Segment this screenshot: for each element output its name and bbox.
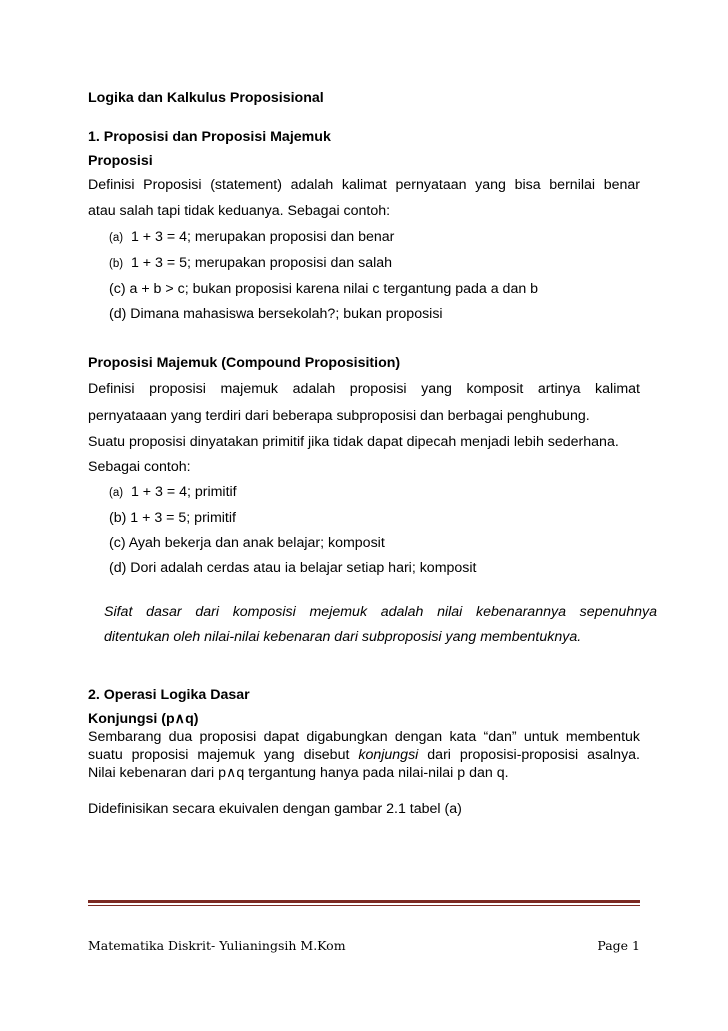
konjungsi-paragraph-line-4: Didefinisikan secara ekuivalen dengan gambar 2.1 tabel (a) [88, 801, 462, 817]
footer-rule-thick [88, 900, 640, 903]
example-item: (d) Dori adalah cerdas atau ia belajar setiap hari; komposit [109, 560, 477, 576]
subheading-konjungsi: Konjungsi (p∧q) [88, 711, 199, 727]
konjungsi-paragraph-line-1: Sembarang dua proposisi dapat digabungkan dengan kata “dan” untuk membentuk [88, 729, 640, 745]
text-run: suatu proposisi majemuk yang disebut [88, 747, 359, 763]
definition-majemuk-line-3: Suatu proposisi dinyatakan primitif jika tidak dapat dipecah menjadi lebih sederhana. [88, 434, 619, 450]
example-item: (c) a + b > c; bukan proposisi karena nilai c tergantung pada a dan b [109, 281, 539, 297]
example-text: 1 + 3 = 5; merupakan proposisi dan salah [130, 255, 393, 271]
definition-majemuk-line-4: Sebagai contoh: [88, 459, 191, 475]
example-item: (c) Ayah bekerja dan anak belajar; komposit [109, 535, 385, 551]
page-number: Page 1 [597, 938, 640, 953]
footer-author: Matematika Diskrit- Yulianingsih M.Kom [88, 938, 346, 953]
definition-majemuk-line-1: Definisi proposisi majemuk adalah proposisi yang komposit artinya kalimat [88, 381, 640, 397]
section-2-heading: 2. Operasi Logika Dasar [88, 687, 250, 703]
example-text: 1 + 3 = 4; primitif [130, 484, 237, 500]
definition-proposisi-line-2: atau salah tapi tidak keduanya. Sebagai contoh: [88, 203, 391, 219]
definition-proposisi-line-1: Definisi Proposisi (statement) adalah kalimat pernyataan yang bisa bernilai benar [88, 177, 640, 193]
footer-rule-thin [88, 905, 640, 906]
example-item [109, 229, 394, 245]
subheading-proposisi-majemuk: Proposisi Majemuk (Compound Proposisition) [88, 355, 401, 371]
example-label: (a) [109, 232, 124, 244]
term-konjungsi: konjungsi [358, 747, 419, 763]
konjungsi-paragraph-line-2 [88, 747, 640, 763]
definition-majemuk-line-2: pernyataaan yang terdiri dari beberapa subproposisi dan berbagai penghubung. [88, 408, 590, 424]
section-1-heading: 1. Proposisi dan Proposisi Majemuk [88, 129, 331, 145]
example-label: (b) [109, 258, 124, 270]
text-run: dari proposisi-proposisi asalnya. [418, 747, 640, 763]
example-item: (d) Dimana mahasiswa bersekolah?; bukan proposisi [109, 306, 443, 322]
example-text: 1 + 3 = 4; merupakan proposisi dan benar [130, 229, 395, 245]
note-line-2: ditentukan oleh nilai-nilai kebenaran dari subproposisi yang membentuknya. [104, 629, 582, 645]
example-label: (a) [109, 487, 124, 499]
subheading-proposisi: Proposisi [88, 153, 153, 169]
document-title: Logika dan Kalkulus Proposisional [88, 90, 324, 106]
konjungsi-paragraph-line-3: Nilai kebenaran dari p∧q tergantung hanya pada nilai-nilai p dan q. [88, 765, 509, 781]
document-page [88, 0, 657, 1031]
example-item [109, 484, 237, 500]
example-item: (b) 1 + 3 = 5; primitif [109, 510, 236, 526]
note-line-1: Sifat dasar dari komposisi mejemuk adalah nilai kebenarannya sepenuhnya [104, 604, 657, 620]
example-item [109, 255, 392, 271]
